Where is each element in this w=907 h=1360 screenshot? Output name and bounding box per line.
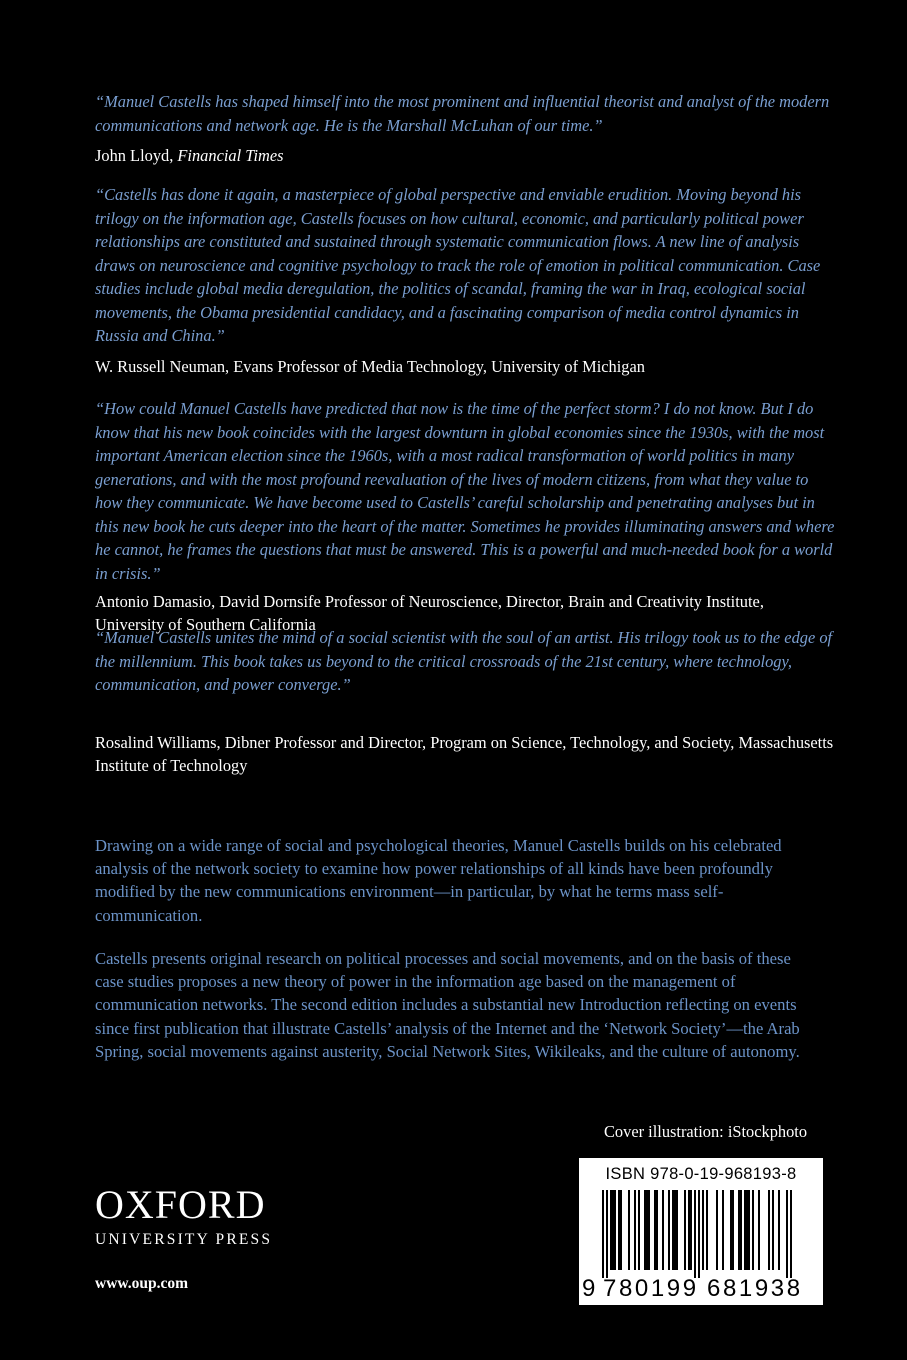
- isbn-barcode: [579, 1158, 823, 1305]
- barcode-bar: [786, 1190, 788, 1278]
- barcode-bar: [644, 1190, 646, 1270]
- barcode-bar: [746, 1190, 748, 1270]
- barcode-bar: [656, 1190, 658, 1270]
- publisher-subname: UNIVERSITY PRESS: [95, 1231, 273, 1248]
- ean-right-digits: 681938: [707, 1275, 803, 1302]
- barcode-bar: [606, 1190, 608, 1278]
- barcode-bar: [748, 1190, 750, 1270]
- barcode-bar: [772, 1190, 774, 1270]
- publisher-url: www.oup.com: [95, 1275, 189, 1292]
- barcode-bar: [738, 1190, 740, 1270]
- endorsement-quote-2: “Castells has done it again, a masterpiece of global perspective and enviable erudition. Moving beyond his trilogy on the information age, Castells focuses on how cultural, economic, and particularly political power relationships are constituted and sustained through systematic communication flows. A new line of analysis draws on neuroscience and cognitive psychology to track the role of emotion in political communication. Case studies include global media deregulation, the politics of scandal, framing the war in Iraq, ecological social movements, the Obama presidential candidacy, and a fascinating comparison of media control dynamics in Russia and China.”: [95, 185, 821, 345]
- barcode-bar: [612, 1190, 614, 1270]
- barcode-bar: [732, 1190, 734, 1270]
- barcode-bar: [646, 1190, 648, 1270]
- ean-first-digit: 9: [582, 1275, 596, 1302]
- barcode-bar: [654, 1190, 656, 1270]
- barcode-bar: [722, 1190, 724, 1270]
- barcode-bar: [674, 1190, 676, 1270]
- isbn-label: ISBN 978-0-19-968193-8: [605, 1165, 797, 1183]
- barcode-bar: [730, 1190, 732, 1270]
- barcode-bar: [602, 1190, 604, 1278]
- endorsement-attribution-3: Antonio Damasio, David Dornsife Professor of Neuroscience, Director, Brain and Creativity Institute, University of Southern California: [95, 592, 764, 634]
- publisher-logo: OXFORD: [95, 1182, 266, 1227]
- barcode-bar: [702, 1190, 704, 1270]
- barcode-bar: [758, 1190, 760, 1270]
- barcode-bar: [706, 1190, 708, 1270]
- barcode-bar: [662, 1190, 664, 1270]
- cover-credit: Cover illustration: iStockphoto: [604, 1122, 808, 1141]
- description-paragraph-2: Castells presents original research on political processes and social movements, and on the basis of these case studies proposes a new theory of power in the information age based on the management of communication networks. The second edition includes a substantial new Introduction reflecting on events since first publication that illustrate Castells’ analysis of the Internet and the ‘Network Society’—the Arab Spring, social movements against austerity, Social Network Sites, Wikileaks, and the culture of autonomy.: [95, 949, 800, 1061]
- endorsement-quote-3: “How could Manuel Castells have predicted that now is the time of the perfect storm? I do not know. But I do know that his new book coincides with the largest downturn in global economies since the 1930s, with the most important American election since the 1960s, with a most radical transformation of world politics in many generations, and with the most profound reevaluation of the lives of modern citizens, from what they value to how they communicate. We have become used to Castells’ careful scholarship and penetrating analyses but in this new book he cuts deeper into the heart of the matter. Sometimes he provides illuminating answers and where he cannot, he frames the questions that must be answered. This is a powerful and much-needed book for a world in crisis.”: [95, 399, 835, 583]
- barcode-bar: [744, 1190, 746, 1270]
- barcode-bar: [634, 1190, 636, 1270]
- barcode-bar: [620, 1190, 622, 1270]
- barcode-bars: [592, 1190, 810, 1278]
- endorsement-quote-4: “Manuel Castells unites the mind of a social scientist with the soul of an artist. His trilogy took us to the edge of the millennium. This book takes us beyond to the critical crossroads of the 21st century, where technology, communication, and power converge.”: [95, 628, 833, 694]
- attribution-source: Financial Times: [177, 146, 284, 165]
- barcode-bar: [628, 1190, 630, 1270]
- barcode-bar: [638, 1190, 640, 1270]
- barcode-bar: [672, 1190, 674, 1270]
- barcode-bar: [694, 1190, 696, 1278]
- barcode-bar: [618, 1190, 620, 1270]
- barcode-bar: [716, 1190, 718, 1270]
- endorsement-attribution-1: [95, 145, 835, 168]
- endorsement-attribution-2: W. Russell Neuman, Evans Professor of Media Technology, University of Michigan: [95, 357, 645, 376]
- barcode-bar: [648, 1190, 650, 1270]
- barcode-bar: [614, 1190, 616, 1270]
- ean-left-digits: 780199: [603, 1275, 699, 1302]
- endorsement-quote-1: “Manuel Castells has shaped himself into the most prominent and influential theorist and analyst of the modern communications and network age. He is the Marshall McLuhan of our time.”: [95, 92, 830, 135]
- barcode-bar: [684, 1190, 686, 1270]
- barcode-bar: [752, 1190, 754, 1270]
- barcode-bar: [690, 1190, 692, 1270]
- barcode-bar: [676, 1190, 678, 1270]
- barcode-bar: [668, 1190, 670, 1270]
- barcode-bar: [610, 1190, 612, 1270]
- attribution-author: John Lloyd,: [95, 146, 174, 165]
- barcode-bar: [778, 1190, 780, 1270]
- barcode-bar: [698, 1190, 700, 1278]
- barcode-bar: [790, 1190, 792, 1278]
- barcode-bar: [688, 1190, 690, 1270]
- description-paragraph-1: Drawing on a wide range of social and psychological theories, Manuel Castells builds on his celebrated analysis of the network society to examine how power relationships of all kinds have been profoundly modified by the new communications environment—in particular, by what he terms mass self-communication.: [95, 836, 782, 925]
- barcode-bar: [768, 1190, 770, 1270]
- endorsement-attribution-4: Rosalind Williams, Dibner Professor and Director, Program on Science, Technology, and Society, Massachusetts Institute of Technology: [95, 733, 834, 775]
- barcode-bar: [740, 1190, 742, 1270]
